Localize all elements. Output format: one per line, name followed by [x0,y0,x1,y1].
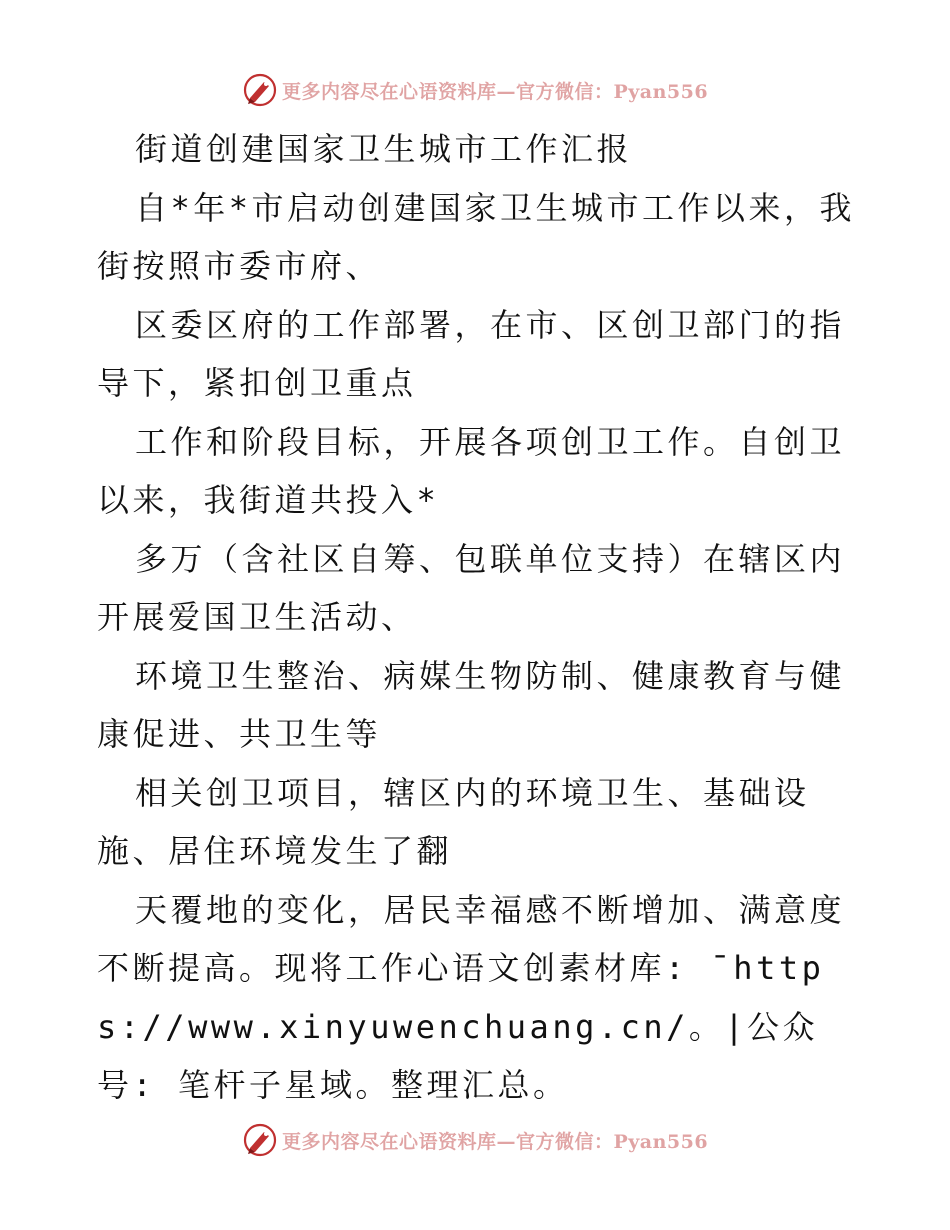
header-banner [0,70,950,110]
paragraph: 环境卫生整治、病媒生物防制、健康教育与健康促进、共卫生等 [97,656,846,753]
paragraph: 相关创卫项目，辖区内的环境卫生、基础设施、居住环境发生了翻 [97,773,810,870]
footer-banner [0,1120,950,1160]
document-title: 街道创建国家卫生城市工作汇报 [135,130,633,168]
pen-circle-logo-icon [242,72,278,108]
footer-banner-text: 更多内容尽在心语资料库—官方微信：Pyan556 [281,1130,709,1153]
pen-circle-logo-icon [242,1122,278,1158]
paragraph: 天覆地的变化，居民幸福感不断增加、满意度不断提高。现将工作心语文创素材库: ¯https://www.xinyuwenchuang.cn/。|公众号: 笔杆子星域。整理汇总。 [97,890,846,1104]
paragraph: 工作和阶段目标，开展各项创卫工作。自创卫以来，我街道共投入* [97,422,846,519]
paragraph: 自*年*市启动创建国家卫生城市工作以来，我街按照市委市府、 [97,188,856,285]
paragraph: 多万（含社区自筹、包联单位支持）在辖区内开展爱国卫生活动、 [97,539,846,636]
document-body [97,120,857,1115]
paragraph: 区委区府的工作部署，在市、区创卫部门的指导下，紧扣创卫重点 [97,305,846,402]
header-banner-text: 更多内容尽在心语资料库—官方微信：Pyan556 [281,80,709,103]
